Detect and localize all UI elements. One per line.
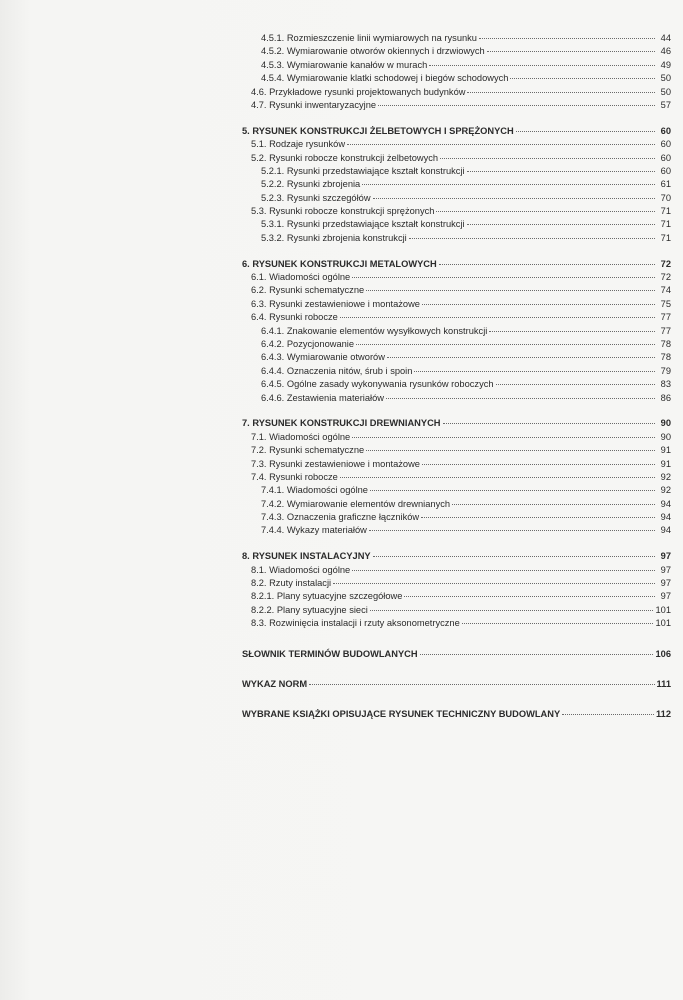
toc-spacer bbox=[242, 538, 671, 550]
dot-leader bbox=[414, 371, 655, 372]
toc-entry-title: 7.2. Rysunki schematyczne bbox=[251, 445, 365, 456]
toc-entry-title: WYBRANE KSIĄŻKI OPISUJĄCE RYSUNEK TECHNICZNY BUDOWLANY bbox=[242, 709, 561, 720]
dot-leader bbox=[370, 610, 654, 611]
toc-entry-title: 4.5.3. Wymiarowanie kanałów w murach bbox=[261, 59, 428, 70]
toc-entry-title: 5.3.2. Rysunki zbrojenia konstrukcji bbox=[261, 232, 407, 243]
dot-leader bbox=[352, 277, 655, 278]
toc-entry bbox=[242, 178, 671, 191]
toc-page-number: 86 bbox=[660, 392, 671, 403]
toc-entry bbox=[242, 378, 671, 391]
toc-page-number: 94 bbox=[660, 525, 671, 536]
toc-spacer bbox=[242, 112, 671, 124]
toc-page-number: 50 bbox=[660, 73, 671, 84]
toc-page-number: 112 bbox=[656, 709, 671, 720]
toc-entry bbox=[242, 365, 671, 378]
toc-page-number: 75 bbox=[660, 298, 671, 309]
toc-entry bbox=[242, 392, 671, 405]
table-of-contents bbox=[242, 32, 671, 722]
toc-entry bbox=[242, 59, 671, 72]
toc-entry bbox=[242, 338, 671, 351]
toc-entry bbox=[242, 284, 671, 297]
dot-leader bbox=[479, 38, 655, 39]
toc-page-number: 101 bbox=[655, 604, 671, 615]
toc-spacer bbox=[242, 405, 671, 417]
toc-entry-title: 7. RYSUNEK KONSTRUKCJI DREWNIANYCH bbox=[242, 418, 441, 429]
toc-entry-title: 6.4.3. Wymiarowanie otworów bbox=[261, 352, 385, 363]
toc-spacer bbox=[242, 245, 671, 257]
dot-leader bbox=[496, 384, 655, 385]
dot-leader bbox=[309, 684, 654, 685]
toc-chapter-entry bbox=[242, 678, 671, 691]
toc-entry-title: 6.1. Wiadomości ogólne bbox=[251, 272, 351, 283]
toc-entry bbox=[242, 311, 671, 324]
toc-entry bbox=[242, 99, 671, 112]
toc-spacer bbox=[242, 631, 671, 648]
toc-page-number: 91 bbox=[660, 458, 671, 469]
dot-leader bbox=[404, 596, 655, 597]
toc-entry-title: 6.4.1. Znakowanie elementów wysyłkowych konstrukcji bbox=[261, 325, 488, 336]
dot-leader bbox=[440, 158, 655, 159]
toc-entry bbox=[242, 205, 671, 218]
toc-entry-title: 7.4. Rysunki robocze bbox=[251, 471, 338, 482]
toc-entry-title: 6. RYSUNEK KONSTRUKCJI METALOWYCH bbox=[242, 258, 437, 269]
dot-leader bbox=[462, 623, 654, 624]
toc-chapter-entry bbox=[242, 550, 671, 563]
toc-entry-title: WYKAZ NORM bbox=[242, 678, 308, 689]
toc-entry bbox=[242, 431, 671, 444]
toc-page-number: 71 bbox=[660, 219, 671, 230]
toc-entry bbox=[242, 471, 671, 484]
toc-entry bbox=[242, 498, 671, 511]
toc-entry-title: 5.2.1. Rysunki przedstawiające kształt konstrukcji bbox=[261, 165, 465, 176]
toc-page-number: 77 bbox=[660, 312, 671, 323]
dot-leader bbox=[373, 198, 655, 199]
toc-page-number: 46 bbox=[660, 46, 671, 57]
toc-entry-title: 8.3. Rozwinięcia instalacji i rzuty aksonometryczne bbox=[251, 618, 460, 629]
toc-entry-title: 7.4.2. Wymiarowanie elementów drewnianych bbox=[261, 498, 451, 509]
toc-entry-title: 4.7. Rysunki inwentaryzacyjne bbox=[251, 99, 377, 110]
toc-entry bbox=[242, 152, 671, 165]
dot-leader bbox=[467, 171, 655, 172]
toc-page-number: 92 bbox=[660, 471, 671, 482]
toc-entry-title: 8.1. Wiadomości ogólne bbox=[251, 564, 351, 575]
toc-page-number: 70 bbox=[660, 192, 671, 203]
toc-page-number: 78 bbox=[660, 352, 671, 363]
dot-leader bbox=[356, 344, 655, 345]
toc-entry bbox=[242, 218, 671, 231]
toc-page-number: 50 bbox=[660, 86, 671, 97]
toc-entry bbox=[242, 444, 671, 457]
toc-entry bbox=[242, 604, 671, 617]
toc-page-number: 94 bbox=[660, 512, 671, 523]
dot-leader bbox=[369, 530, 655, 531]
dot-leader bbox=[347, 144, 655, 145]
toc-entry-title: 4.5.1. Rozmieszczenie linii wymiarowych na rysunku bbox=[261, 33, 477, 43]
toc-page-number: 90 bbox=[660, 418, 671, 429]
toc-page-number: 60 bbox=[660, 139, 671, 150]
toc-entry bbox=[242, 165, 671, 178]
toc-entry-title: 7.3. Rysunki zestawieniowe i montażowe bbox=[251, 458, 420, 469]
dot-leader bbox=[420, 654, 654, 655]
toc-entry-title: 4.5.4. Wymiarowanie klatki schodowej i biegów schodowych bbox=[261, 73, 509, 84]
toc-entry bbox=[242, 590, 671, 603]
toc-page-number: 61 bbox=[660, 179, 671, 190]
dot-leader bbox=[386, 398, 655, 399]
toc-entry bbox=[242, 325, 671, 338]
dot-leader bbox=[439, 264, 655, 265]
dot-leader bbox=[489, 331, 655, 332]
toc-entry bbox=[242, 511, 671, 524]
dot-leader bbox=[352, 437, 655, 438]
toc-entry-title: 5.2. Rysunki robocze konstrukcji żelbetowych bbox=[251, 152, 439, 163]
toc-entry-title: 5.1. Rodzaje rysunków bbox=[251, 139, 346, 150]
toc-entry-title: 6.4.5. Ogólne zasady wykonywania rysunków roboczych bbox=[261, 379, 494, 390]
toc-page-number: 97 bbox=[660, 591, 671, 602]
toc-entry bbox=[242, 351, 671, 364]
toc-page-number: 91 bbox=[660, 445, 671, 456]
toc-page-number: 72 bbox=[660, 258, 671, 269]
toc-page-number: 97 bbox=[660, 551, 671, 562]
dot-leader bbox=[366, 450, 655, 451]
toc-page-number: 101 bbox=[655, 618, 671, 629]
dot-leader bbox=[452, 504, 655, 505]
dot-leader bbox=[333, 583, 655, 584]
toc-entry-title: 8. RYSUNEK INSTALACYJNY bbox=[242, 551, 371, 562]
toc-page-number: 74 bbox=[660, 285, 671, 296]
toc-entry bbox=[242, 138, 671, 151]
toc-entry bbox=[242, 72, 671, 85]
toc-spacer bbox=[242, 661, 671, 678]
toc-page-number: 60 bbox=[660, 152, 671, 163]
toc-entry bbox=[242, 484, 671, 497]
toc-entry-title: 7.4.1. Wiadomości ogólne bbox=[261, 485, 368, 496]
toc-entry bbox=[242, 577, 671, 590]
dot-leader bbox=[421, 517, 655, 518]
toc-page-number: 71 bbox=[660, 206, 671, 217]
toc-page-number: 71 bbox=[660, 232, 671, 243]
toc-entry-title: 4.5.2. Wymiarowanie otworów okiennych i drzwiowych bbox=[261, 46, 485, 57]
toc-entry-title: 5. RYSUNEK KONSTRUKCJI ŻELBETOWYCH I SPRĘŻONYCH bbox=[242, 125, 514, 136]
toc-page-number: 97 bbox=[660, 564, 671, 575]
toc-page-number: 111 bbox=[656, 678, 671, 689]
toc-page-number: 79 bbox=[660, 365, 671, 376]
toc-entry-title: 4.6. Przykładowe rysunki projektowanych budynków bbox=[251, 86, 466, 97]
dot-leader bbox=[467, 92, 655, 93]
toc-entry-title: 6.3. Rysunki zestawieniowe i montażowe bbox=[251, 298, 420, 309]
dot-leader bbox=[422, 304, 655, 305]
dot-leader bbox=[436, 211, 655, 212]
dot-leader bbox=[409, 238, 655, 239]
toc-entry-title: 5.2.3. Rysunki szczegółów bbox=[261, 192, 371, 203]
dot-leader bbox=[516, 131, 655, 132]
toc-page-number: 57 bbox=[660, 99, 671, 110]
toc-entry-title: 6.4. Rysunki robocze bbox=[251, 312, 338, 323]
toc-page-number: 49 bbox=[660, 59, 671, 70]
dot-leader bbox=[366, 290, 655, 291]
dot-leader bbox=[443, 423, 655, 424]
toc-entry bbox=[242, 45, 671, 58]
toc-entry bbox=[242, 298, 671, 311]
dot-leader bbox=[378, 105, 655, 106]
toc-page-number: 106 bbox=[655, 648, 671, 659]
dot-leader bbox=[387, 357, 655, 358]
toc-entry bbox=[242, 271, 671, 284]
dot-leader bbox=[487, 51, 655, 52]
toc-entry bbox=[242, 32, 671, 45]
toc-entry bbox=[242, 524, 671, 537]
dot-leader bbox=[352, 570, 655, 571]
toc-entry-title: 5.3.1. Rysunki przedstawiające kształt konstrukcji bbox=[261, 219, 465, 230]
toc-entry-title: SŁOWNIK TERMINÓW BUDOWLANYCH bbox=[242, 648, 418, 659]
toc-chapter-entry bbox=[242, 125, 671, 138]
toc-chapter-entry bbox=[242, 648, 671, 661]
dot-leader bbox=[373, 556, 655, 557]
toc-page-number: 60 bbox=[660, 125, 671, 136]
toc-entry-title: 7.1. Wiadomości ogólne bbox=[251, 431, 351, 442]
toc-entry-title: 7.4.3. Oznaczenia graficzne łączników bbox=[261, 512, 420, 523]
toc-page-number: 78 bbox=[660, 338, 671, 349]
dot-leader bbox=[562, 714, 654, 715]
toc-entry bbox=[242, 86, 671, 99]
toc-chapter-entry bbox=[242, 708, 671, 721]
dot-leader bbox=[362, 184, 655, 185]
dot-leader bbox=[370, 490, 655, 491]
toc-entry-title: 6.4.6. Zestawienia materiałów bbox=[261, 392, 384, 403]
toc-page-number: 77 bbox=[660, 325, 671, 336]
dot-leader bbox=[510, 78, 655, 79]
toc-page-number: 90 bbox=[660, 431, 671, 442]
toc-entry-title: 5.2.2. Rysunki zbrojenia bbox=[261, 179, 361, 190]
dot-leader bbox=[422, 464, 655, 465]
toc-entry bbox=[242, 232, 671, 245]
toc-page-number: 94 bbox=[660, 498, 671, 509]
toc-spacer bbox=[242, 691, 671, 708]
toc-page-number: 60 bbox=[660, 165, 671, 176]
toc-page-number: 92 bbox=[660, 485, 671, 496]
toc-chapter-entry bbox=[242, 417, 671, 430]
dot-leader bbox=[340, 317, 655, 318]
toc-entry-title: 6.4.4. Oznaczenia nitów, śrub i spoin bbox=[261, 365, 413, 376]
toc-entry-title: 8.2.2. Plany sytuacyjne sieci bbox=[251, 604, 368, 615]
toc-entry-title: 6.4.2. Pozycjonowanie bbox=[261, 338, 355, 349]
toc-entry bbox=[242, 458, 671, 471]
toc-page-number: 83 bbox=[660, 379, 671, 390]
toc-page-number: 44 bbox=[660, 33, 671, 43]
dot-leader bbox=[340, 477, 655, 478]
toc-chapter-entry bbox=[242, 258, 671, 271]
dot-leader bbox=[429, 65, 655, 66]
toc-entry bbox=[242, 564, 671, 577]
dot-leader bbox=[467, 224, 655, 225]
toc-entry-title: 7.4.4. Wykazy materiałów bbox=[261, 525, 367, 536]
toc-page-number: 72 bbox=[660, 272, 671, 283]
toc-entry bbox=[242, 192, 671, 205]
toc-entry-title: 8.2.1. Plany sytuacyjne szczegółowe bbox=[251, 591, 403, 602]
toc-entry bbox=[242, 617, 671, 630]
toc-entry-title: 8.2. Rzuty instalacji bbox=[251, 578, 332, 589]
toc-entry-title: 6.2. Rysunki schematyczne bbox=[251, 285, 365, 296]
toc-page-number: 97 bbox=[660, 578, 671, 589]
toc-entry-title: 5.3. Rysunki robocze konstrukcji sprężonych bbox=[251, 206, 435, 217]
